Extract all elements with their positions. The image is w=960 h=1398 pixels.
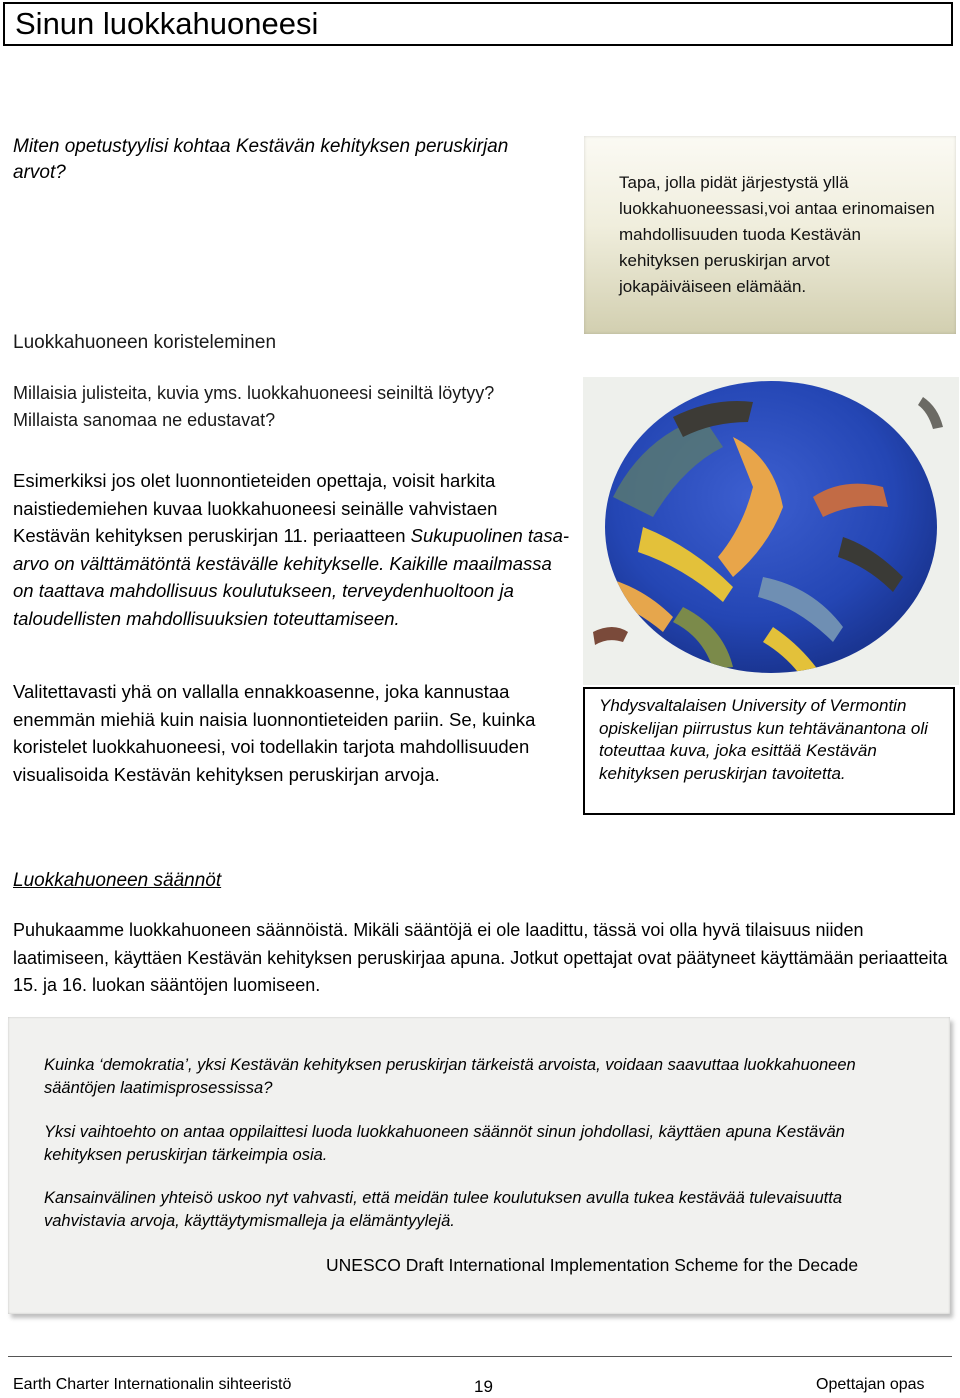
image-caption: Yhdysvaltalaisen University of Vermontin opiskelijan piirrustus kun tehtävänantona oli toteuttaa kuva, joka esittää Kestävän kehityksen peruskirjan tavoitetta. xyxy=(583,687,955,815)
quote-paragraph-option: Yksi vaihtoehto on antaa oppilaittesi luoda luokkahuoneen säännöt sinun johdollasi, käyttäen apuna Kestävän kehityksen peruskirjan tärkeimpia osia. xyxy=(44,1123,845,1164)
decorating-question: Millaisia julisteita, kuvia yms. luokkahuoneesi seiniltä löytyy? Millaista sanomaa ne edustavat? xyxy=(13,383,495,430)
earth-drawing-image xyxy=(583,377,959,685)
decorating-example xyxy=(13,467,573,632)
footer-divider xyxy=(8,1356,952,1357)
rules-text: Puhukaamme luokkahuoneen säännöistä. Mikäli sääntöjä ei ole laadittu, tässä voi olla hyvä tilaisuus niiden laatimiseen, käyttäen Kestävän kehityksen peruskirjaa apuna. Jotkut opettajat ovat päätyneet käyttämään periaatteita 15. ja 16. luokan sääntöjen luomiseen. xyxy=(13,920,948,995)
callout-text: Tapa, jolla pidät järjestystä yllä luokkahuoneessasi,voi antaa erinomaisen mahdollisuuden tuoda Kestävän kehityksen peruskirjan arvot jokapäiväiseen elämään. xyxy=(619,173,935,296)
example-plain-text: Esimerkiksi jos olet luonnontieteiden opettaja, voisit harkita naistiedemiehen kuvaa luokkahuoneesi seinälle vahvistaen Kestävän kehityksen peruskirjan 11. periaatteen xyxy=(13,470,498,546)
footer-organization: Earth Charter Internationalin sihteeristö xyxy=(13,1376,292,1393)
teaching-style-question: Miten opetustyylisi kohtaa Kestävän kehityksen peruskirjan arvot? xyxy=(13,136,509,183)
principle-11-text: Sukupuolinen tasa-arvo on välttämätöntä kestävälle kehitykselle. Kaikille maailmassa on taattava mahdollisuus koulutukseen, terveydenhuoltoon ja taloudellisten mahdollisuuksien toteuttamiseen. xyxy=(13,525,570,629)
page-title: Sinun luokkahuoneesi xyxy=(3,2,953,46)
decorating-closing: Valitettavasti yhä on vallalla ennakkoasenne, joka kannustaa enemmän miehiä kuin naisia luonnontieteiden pariin. Se, kuinka koristelet luokkahuoneesi, voi todellakin tarjota mahdollisuuden visualisoida Kestävän kehityksen peruskirjan arvoja. xyxy=(13,681,536,785)
earth-people-drawing-icon xyxy=(583,377,959,685)
page-number: 19 xyxy=(474,1377,493,1396)
quote-paragraph-democracy: Kuinka ‘demokratia’, yksi Kestävän kehityksen peruskirjan tärkeistä arvoista, voidaan saavuttaa luokkahuoneen sääntöjen laatimisprosessissa? xyxy=(44,1056,856,1097)
rules-heading: Luokkahuoneen säännöt xyxy=(13,870,222,891)
quote-source: UNESCO Draft International Implementation Scheme for the Decade xyxy=(326,1255,859,1275)
quote-paragraph-community: Kansainvälinen yhteisö uskoo nyt vahvasti, että meidän tulee koulutuksen avulla tukea kestävää tulevaisuutta vahvistavia arvoja, käyttäytymismalleja ja elämäntyylejä. xyxy=(44,1189,842,1230)
decorating-heading: Luokkahuoneen koristeleminen xyxy=(13,332,277,353)
footer-guide-title: Opettajan opas xyxy=(816,1376,925,1393)
